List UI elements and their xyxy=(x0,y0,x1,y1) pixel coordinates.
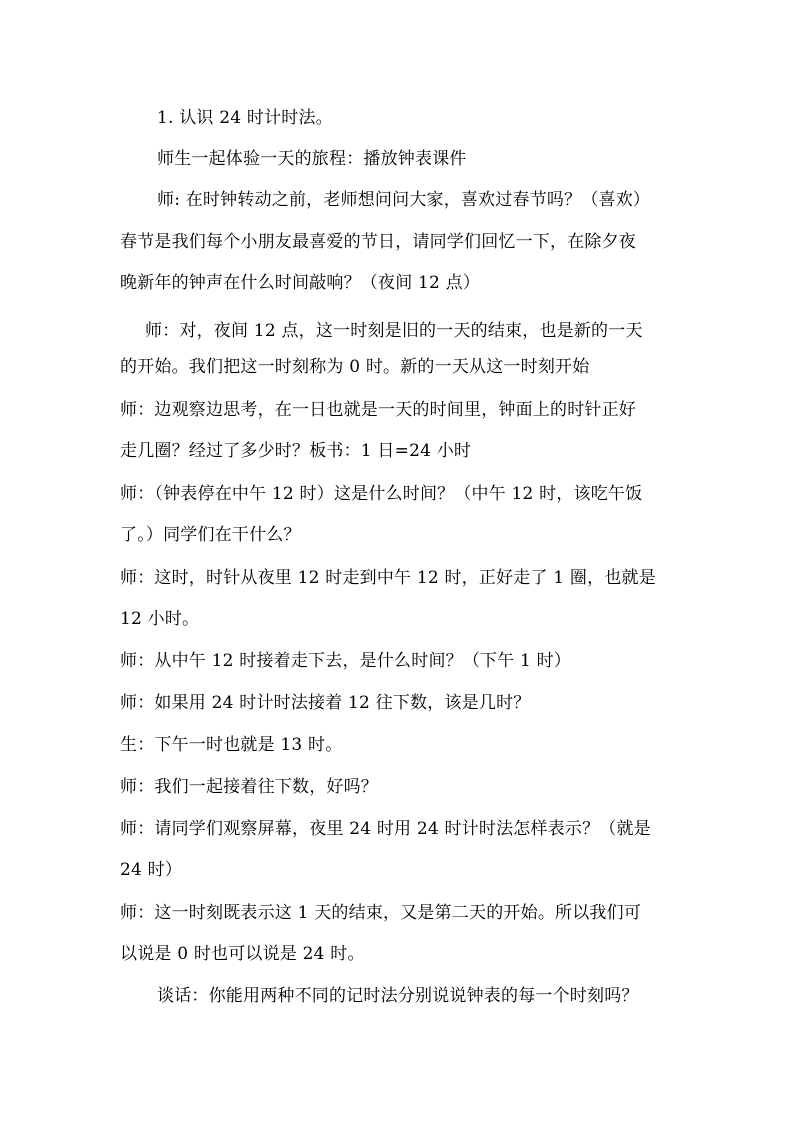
text-line: 师：这一时刻既表示这 1 天的结束，又是第二天的开始。所以我们可 xyxy=(120,903,642,923)
text-line: 春节是我们每个小朋友最喜爱的节日，请同学们回忆一下，在除夕夜 xyxy=(120,232,636,252)
text-line: 师：请同学们观察屏幕，夜里 24 时用 24 时计时法怎样表示？（就是 xyxy=(120,819,651,839)
text-line: 师：如果用 24 时计时法接着 12 往下数，该是几时？ xyxy=(120,693,531,713)
text-line: 12 小时。 xyxy=(120,609,200,629)
text-line: 走几圈？经过了多少时？板书：1 日=24 小时 xyxy=(120,441,472,461)
text-line: 的开始。我们把这一时刻称为 0 时。新的一天从这一时刻开始 xyxy=(120,357,590,377)
text-line: 了。）同学们在干什么？ xyxy=(120,525,301,545)
text-line: 师：对，夜间 12 点，这一时刻是旧的一天的结束，也是新的一天 xyxy=(145,321,643,341)
text-line: 晚新年的钟声在什么时间敲响？（夜间 12 点） xyxy=(120,273,481,293)
text-line: 24 时） xyxy=(120,860,183,880)
heading-line: 1. 认识 24 时计时法。 xyxy=(157,108,333,128)
text-line: 师：从中午 12 时接着走下去，是什么时间？（下午 1 时） xyxy=(120,651,572,671)
text-line: 师: 在时钟转动之前，老师想问问大家，喜欢过春节吗？（喜欢） xyxy=(157,190,651,210)
text-line: 师：这时，时针从夜里 12 时走到中午 12 时，正好走了 1 圈，也就是 xyxy=(120,568,656,588)
text-line: 师生一起体验一天的旅程：播放钟表课件 xyxy=(157,149,467,169)
text-line: 师：（钟表停在中午 12 时）这是什么时间？（中午 12 时，该吃午饭 xyxy=(120,484,643,504)
text-line: 谈话：你能用两种不同的记时法分别说说钟表的每一个时刻吗？ xyxy=(157,986,639,1006)
text-line: 生：下午一时也就是 13 时。 xyxy=(120,735,343,755)
text-line: 师：我们一起接着往下数，好吗？ xyxy=(120,777,378,797)
text-line: 以说是 0 时也可以说是 24 时。 xyxy=(120,944,365,964)
text-line: 师：边观察边思考，在一日也就是一天的时间里，钟面上的时针正好 xyxy=(120,400,636,420)
